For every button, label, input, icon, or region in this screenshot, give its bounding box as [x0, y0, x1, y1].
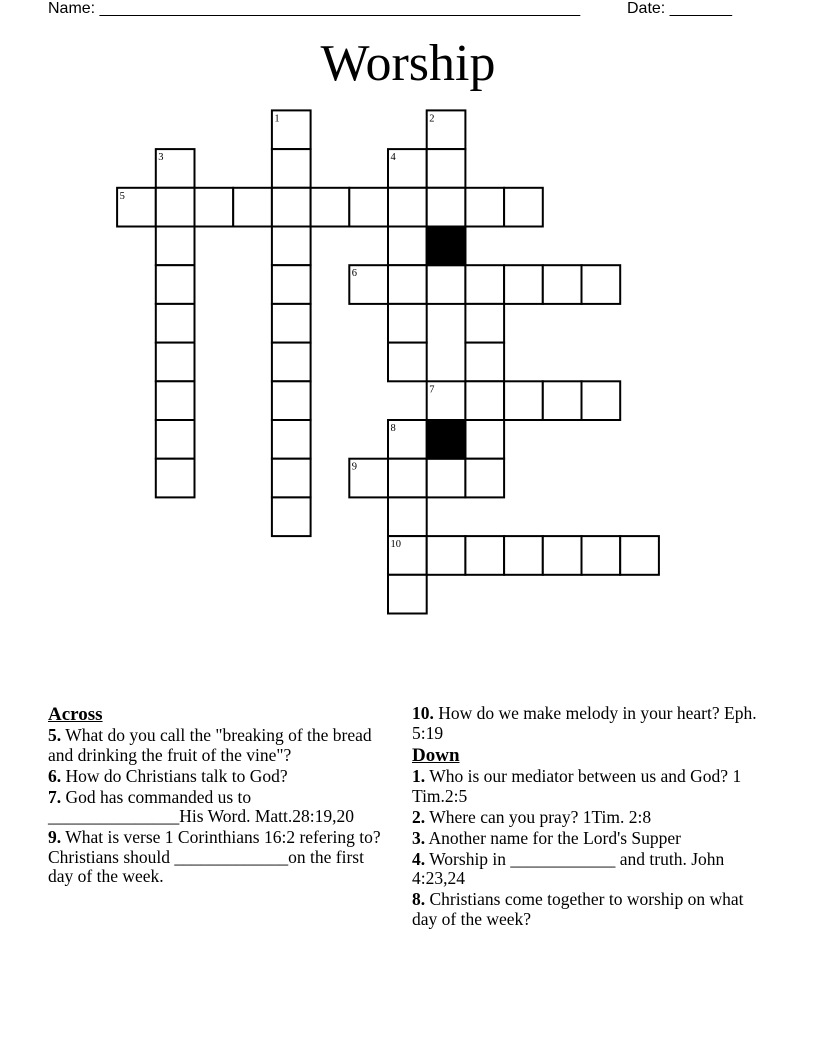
clue-across-6: 6. How do Christians talk to God? — [48, 765, 288, 786]
clue-number-2: 2 — [429, 113, 435, 125]
grid-cell[interactable] — [504, 265, 543, 304]
grid-cell[interactable] — [195, 188, 234, 227]
grid-cell[interactable] — [465, 188, 504, 227]
grid-cell[interactable] — [156, 343, 195, 382]
grid-cell[interactable] — [465, 459, 504, 498]
grid-cell[interactable] — [504, 381, 543, 420]
clue-number-5: 5 — [119, 190, 125, 202]
grid-cell[interactable] — [233, 188, 272, 227]
grid-cell[interactable] — [388, 343, 427, 382]
grid-cell[interactable] — [388, 227, 427, 266]
grid-cell[interactable] — [543, 381, 582, 420]
grid-cell[interactable] — [272, 497, 311, 536]
clue-number-8: 8 — [390, 423, 396, 434]
grid-cell[interactable] — [311, 188, 350, 227]
grid-cell[interactable] — [156, 265, 195, 304]
grid-cell[interactable] — [349, 188, 388, 227]
grid-cell[interactable] — [272, 343, 311, 382]
grid-cell[interactable] — [620, 536, 659, 575]
grid-cell[interactable] — [427, 459, 466, 498]
grid-cell[interactable] — [156, 304, 195, 343]
black-cell — [427, 420, 466, 459]
clue-number-6: 6 — [351, 268, 358, 280]
grid-cell[interactable] — [272, 304, 311, 343]
grid-cell[interactable] — [582, 381, 621, 420]
grid-cell[interactable] — [156, 188, 195, 227]
grid-cell[interactable] — [388, 188, 427, 227]
clue-number-3: 3 — [158, 152, 164, 164]
clue-down-1: 1. Who is our mediator between us and God? 1 Tim.2:5 — [412, 766, 742, 806]
grid-cell[interactable] — [427, 265, 466, 304]
grid-cell[interactable] — [427, 536, 466, 575]
grid-cell[interactable] — [272, 420, 311, 459]
clue-number-10: 10 — [390, 539, 401, 551]
grid-cell[interactable] — [582, 265, 621, 304]
clues-column-left — [48, 702, 388, 888]
clue-number-4: 4 — [390, 152, 396, 164]
grid-cell[interactable] — [388, 265, 427, 304]
clue-down-8: 8. Christians come together to worship on what day of the week? — [412, 889, 744, 929]
clue-down-3: 3. Another name for the Lord's Supper — [412, 827, 682, 848]
clue-number-7: 7 — [429, 384, 435, 396]
clue-number-1: 1 — [274, 113, 280, 125]
grid-cell[interactable] — [272, 188, 311, 227]
grid-cell[interactable] — [156, 227, 195, 266]
clue-across-9: 9. What is verse 1 Corinthians 16:2 refering to? Christians should _____________on the first day of the week. — [48, 827, 381, 886]
grid-cell[interactable] — [543, 265, 582, 304]
grid-cell[interactable] — [427, 188, 466, 227]
grid-cell[interactable] — [465, 265, 504, 304]
grid-cell[interactable] — [272, 381, 311, 420]
grid-cell[interactable] — [465, 304, 504, 343]
grid-cell[interactable] — [156, 381, 195, 420]
grid-cell[interactable] — [388, 304, 427, 343]
puzzle-title: Worship — [320, 35, 496, 92]
name-field-label: Name: ______________________________________________________ — [48, 0, 581, 17]
clues-column-right — [412, 702, 757, 931]
grid-cell[interactable] — [272, 227, 311, 266]
grid-cell[interactable] — [388, 575, 427, 614]
grid-cell[interactable] — [504, 188, 543, 227]
grid-cell[interactable] — [543, 536, 582, 575]
grid-cell[interactable] — [388, 497, 427, 536]
clue-across-5: 5. What do you call the "breaking of the bread and drinking the fruit of the vine"? — [48, 725, 372, 765]
grid-cell[interactable] — [465, 420, 504, 459]
grid-cell[interactable] — [427, 149, 466, 188]
grid-cell[interactable] — [465, 381, 504, 420]
clue-across-10: 10. How do we make melody in your heart? Eph. 5:19 — [412, 703, 757, 743]
grid-cell[interactable] — [465, 536, 504, 575]
clue-down-4: 4. Worship in ____________ and truth. John 4:23,24 — [412, 848, 725, 888]
grid-cell[interactable] — [272, 459, 311, 498]
clue-down-2: 2. Where can you pray? 1Tim. 2:8 — [412, 806, 652, 827]
clue-number-9: 9 — [351, 461, 358, 473]
grid-cell[interactable] — [504, 536, 543, 575]
down-heading: Down — [412, 745, 460, 766]
grid-cell[interactable] — [156, 420, 195, 459]
grid-cell[interactable] — [465, 343, 504, 382]
grid-cell[interactable] — [272, 265, 311, 304]
across-heading: Across — [48, 704, 103, 725]
grid-cell[interactable] — [388, 459, 427, 498]
grid-cell[interactable] — [156, 459, 195, 498]
clue-across-7: 7. God has commanded us to _______________His Word. Matt.28:19,20 — [48, 786, 354, 826]
date-field-label: Date: _______ — [627, 0, 732, 17]
black-cell — [427, 227, 466, 266]
grid-cell[interactable] — [272, 149, 311, 188]
grid-cell[interactable] — [582, 536, 621, 575]
